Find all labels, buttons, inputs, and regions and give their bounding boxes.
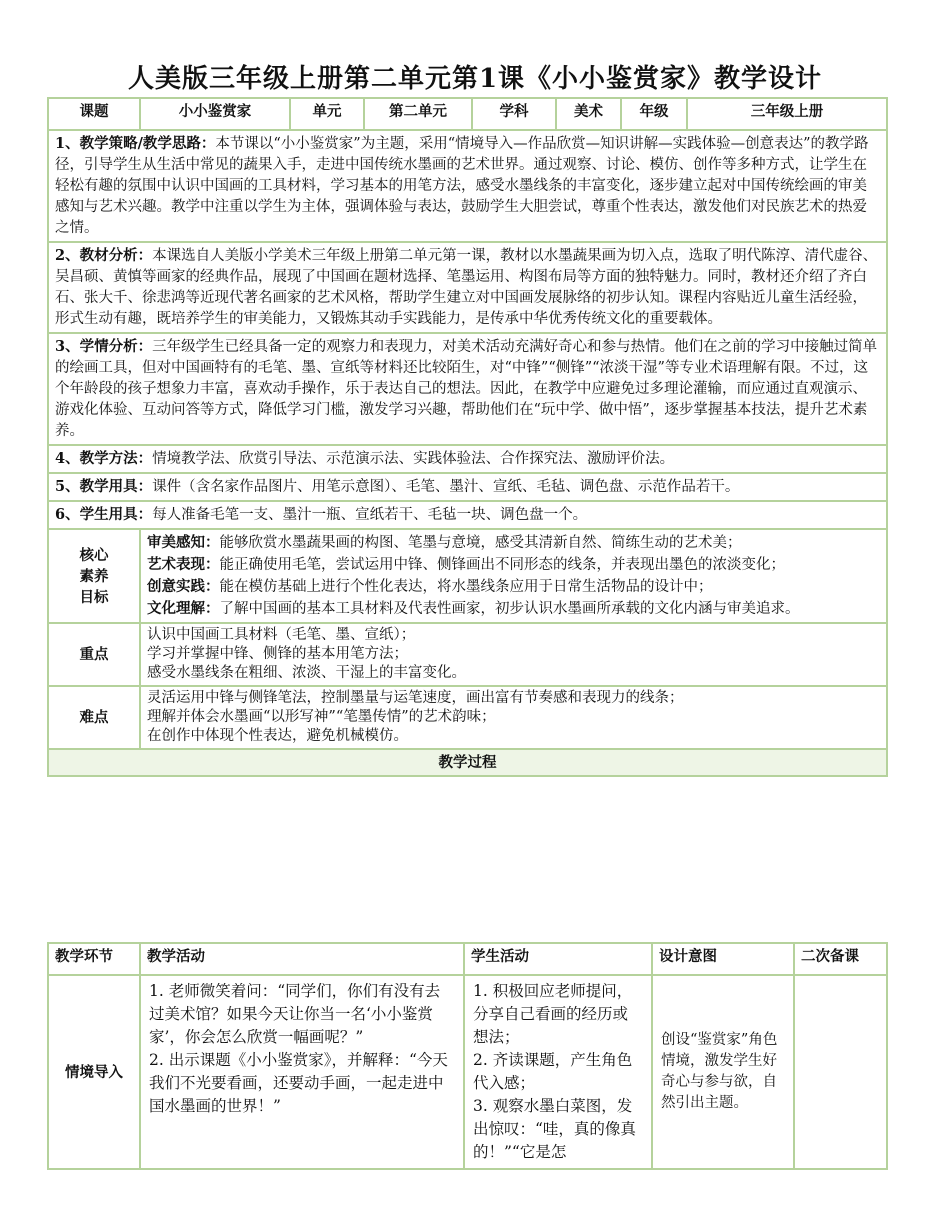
- section-textbook: [48, 242, 887, 333]
- col-student: 学生活动: [464, 943, 652, 975]
- section-teaching-tools: [48, 473, 887, 501]
- header-key-unit: 单元: [290, 98, 364, 130]
- section-heading: 5、教学用具：: [55, 478, 153, 495]
- header-key-topic: 课题: [48, 98, 140, 130]
- document-title: 人美版三年级上册第二单元第1课《小小鉴赏家》教学设计: [127, 64, 823, 94]
- student-activity: 1. 积极回应老师提问，分享自己看画的经历或想法； 2. 齐读课题，产生角色代入感； 3. 观察水墨白菜图，发出惊叹：“哇，真的像真的！”“它是怎: [464, 975, 652, 1169]
- section-body: 本节课以“小小鉴赏家”为主题，采用“情境导入—作品欣赏—知识讲解—实践体验—创意表达”的教学路径，引导学生从生活中常见的蔬果入手，走进中国传统水墨画的艺术世界。通过观察、讨论、模仿、创作等多种方式，让学生在轻松有趣的氛围中认识中国画的工具材料，学习基本的用笔方法，感受水墨线条的丰富变化，逐步建立起对中国传统绘画的审美感知与艺术兴趣。教学中注重以学生为主体，强调体验与表达，鼓励学生大胆尝试，尊重个性表达，激发他们对民族艺术的热爱之情。: [55, 136, 869, 236]
- difficulty-item: 在创作中体现个性表达，避免机械模仿。: [147, 728, 408, 744]
- col-stage: 教学环节: [48, 943, 140, 975]
- section-body: 情境教学法、欣赏引导法、示范演示法、实践体验法、合作探究法、激励评价法。: [152, 451, 675, 467]
- section-heading: 2、教材分析：: [55, 247, 153, 264]
- second-prep-note: [794, 975, 887, 1169]
- core-goal-item: 文化理解：了解中国画的基本工具材料及代表性画家，初步认识水墨画所承载的文化内涵与审美追求。: [147, 600, 800, 617]
- process-title-row: [48, 749, 887, 776]
- key-points-row: [48, 623, 887, 686]
- col-intent: 设计意图: [652, 943, 794, 975]
- section-heading: 4、教学方法：: [55, 450, 153, 467]
- key-point-item: 感受水墨线条在粗细、浓淡、干湿上的丰富变化。: [147, 665, 466, 681]
- header-value-unit: 第二单元: [364, 98, 472, 130]
- header-key-subject: 学科: [472, 98, 556, 130]
- key-point-item: 认识中国画工具材料（毛笔、墨、宣纸）；: [147, 627, 416, 643]
- teacher-activity: 1. 老师微笑着问：“同学们，你们有没有去过美术馆？如果今天让你当一名‘小小鉴赏家’，你会怎么欣赏一幅画呢？” 2. 出示课题《小小鉴赏家》，并解释：“今天我们不光要看画，还要动手画，一起走进中国水墨画的世界！”: [140, 975, 464, 1169]
- section-heading: 6、学生用具：: [55, 506, 153, 523]
- difficulties-label: 难点: [48, 686, 140, 749]
- col-teacher: 教学活动: [140, 943, 464, 975]
- header-value-subject: 美术: [556, 98, 621, 130]
- process-header-row: [48, 943, 887, 975]
- section-body: 每人准备毛笔一支、墨汁一瓶、宣纸若干、毛毡一块、调色盘一个。: [152, 507, 588, 523]
- core-goals-row: [48, 529, 887, 623]
- difficulty-item: 理解并体会水墨画“以形写神”“笔墨传情”的艺术韵味；: [147, 709, 496, 725]
- core-goal-item: 审美感知：能够欣赏水墨蔬果画的构图、笔墨与意境，感受其清新自然、简练生动的艺术美；: [147, 534, 742, 551]
- design-intent: 创设“鉴赏家”角色情境，激发学生好奇心与参与欲，自然引出主题。: [652, 975, 794, 1169]
- section-body: 课件（含名家作品图片、用笔示意图）、毛笔、墨汁、宣纸、毛毡、调色盘、示范作品若干。: [152, 479, 740, 495]
- lesson-plan-table: [47, 97, 888, 777]
- section-strategy: [48, 130, 887, 242]
- section-student-tools: [48, 501, 887, 529]
- process-row: [48, 975, 887, 1169]
- key-points-label: 重点: [48, 623, 140, 686]
- section-heading: 1、教学策略/教学思路：: [55, 135, 216, 152]
- section-learners: [48, 333, 887, 445]
- col-note: 二次备课: [794, 943, 887, 975]
- core-goal-item: 艺术表现：能正确使用毛笔，尝试运用中锋、侧锋画出不同形态的线条，并表现出墨色的浓淡变化；: [147, 556, 785, 573]
- core-goals-label: 核心素养目标: [48, 529, 140, 623]
- section-body: 三年级学生已经具备一定的观察力和表现力，对美术活动充满好奇心和参与热情。他们在之前的学习中接触过简单的绘画工具，但对中国画特有的毛笔、墨、宣纸等材料还比较陌生，对“中锋”“侧锋”“浓淡干湿”等专业术语理解有限。不过，这个年龄段的孩子想象力丰富，喜欢动手操作，乐于表达自己的想法。因此，在教学中应避免过多理论灌输，而应通过直观演示、游戏化体验、互动问答等方式，降低学习门槛，激发学习兴趣，帮助他们在“玩中学、做中悟”，逐步掌握基本技法，提升艺术素养。: [55, 339, 878, 439]
- difficulty-item: 灵活运用中锋与侧锋笔法，控制墨量与运笔速度，画出富有节奏感和表现力的线条；: [147, 690, 684, 706]
- header-key-grade: 年级: [621, 98, 687, 130]
- process-table: [47, 942, 888, 1170]
- stage-name: 情境导入: [48, 975, 140, 1169]
- section-heading: 3、学情分析：: [55, 338, 153, 355]
- header-row: [48, 98, 887, 130]
- difficulties-row: [48, 686, 887, 749]
- key-point-item: 学习并掌握中锋、侧锋的基本用笔方法；: [147, 646, 408, 662]
- section-body: 本课选自人美版小学美术三年级上册第二单元第一课，教材以水墨蔬果画为切入点，选取了明代陈淳、清代虚谷、吴昌硕、黄慎等画家的经典作品，展现了中国画在题材选择、笔墨运用、构图布局等方面的独特魅力。同时，教材还介绍了齐白石、张大千、徐悲鸿等近现代著名画家的艺术风格，帮助学生建立对中国画发展脉络的初步认知。课程内容贴近儿童生活经验，形式生动有趣，既培养学生的审美能力，又锻炼其动手实践能力，是传承中华优秀传统文化的重要载体。: [55, 248, 878, 327]
- header-value-grade: 三年级上册: [687, 98, 887, 130]
- core-goal-item: 创意实践：能在模仿基础上进行个性化表达，将水墨线条应用于日常生活物品的设计中；: [147, 578, 713, 595]
- section-methods: [48, 445, 887, 473]
- process-title: 教学过程: [48, 749, 887, 776]
- header-value-topic: 小小鉴赏家: [140, 98, 290, 130]
